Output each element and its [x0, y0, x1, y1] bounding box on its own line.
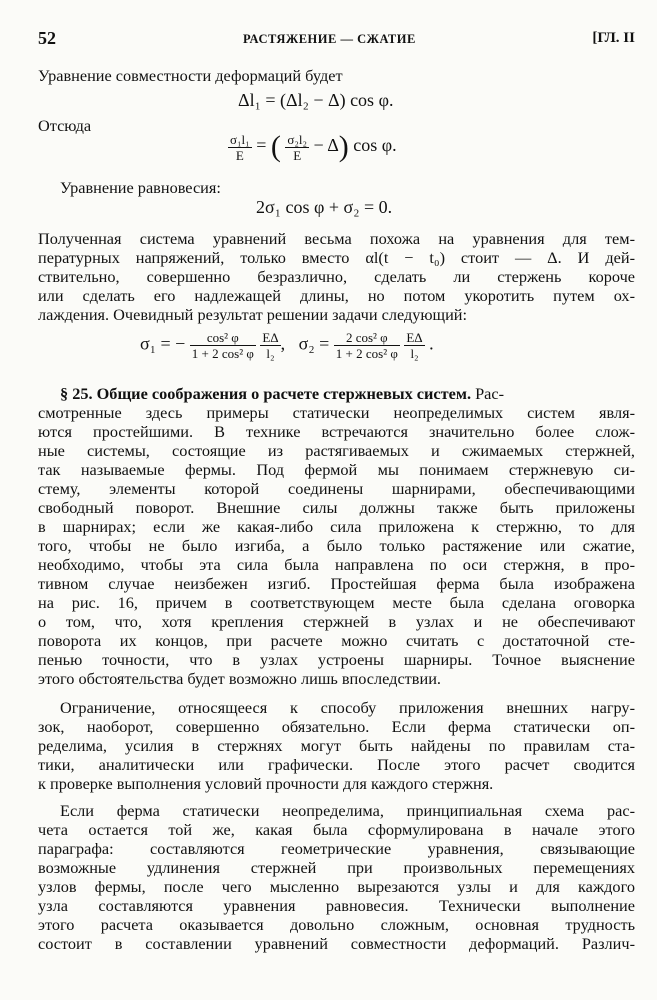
section-line-7: в шарнирах; если же какая-либо сила приложена к стержню, то для: [38, 517, 635, 536]
para1-line-4: или сделать его надлежащей длины, но потом укоротить путем ох-: [38, 286, 635, 305]
para4-line-7: этого расчета оказывается довольно сложным, основная трудность: [38, 915, 635, 934]
para4-line-6: узла составляются уравнения равновесия. Технически выполнение: [38, 896, 635, 915]
para3-line-2: зок, наоборот, совершенно обязательно. Если ферма статически оп-: [38, 717, 635, 736]
section-line-4: так называемые фермы. Под фермой мы понимаем стержневую си-: [38, 460, 635, 479]
para4-line-2: чета остается той же, какая была сформулирована в начале этого: [38, 820, 635, 839]
para3-line-3: ределима, усилия в стержнях могут быть найдены по правилам ста-: [38, 736, 635, 755]
fraction-lhs: $\frac{\text{σ₁l₁}}{E}$: [230, 131, 250, 163]
running-head: РАСТЯЖЕНИЕ — СЖАТИЕ: [243, 32, 416, 46]
section-title: § 25. Общие соображения о расчете стержневых систем.: [60, 384, 472, 403]
section-line-11: на рис. 16, причем в соответствующем месте была сделана оговорка: [38, 593, 635, 612]
section-line-9: необходимо, чтобы эта сила была направлена по оси стержня, в про-: [38, 555, 635, 574]
section-line-15: этого обстоятельства будет возможно лишь впоследствии.: [38, 669, 441, 688]
section-line-8: того, чтобы не было изгиба, а было только растяжение или сжатие,: [38, 536, 635, 555]
para3-line-5: к проверке выполнения условий прочности для каждого стержня.: [38, 774, 494, 793]
equation-equilibrium: 2σ₁ cos φ + σ₂ = 0.: [256, 197, 393, 217]
section-line-12: о том, что, хотя крепления стержней в узлах и не обеспечивают: [38, 612, 635, 631]
compatibility-intro: Уравнение совместности деформаций будет: [38, 66, 343, 85]
equation-compatibility: Δl₁ = (Δl₂ − Δ) cos φ.: [238, 90, 394, 110]
section-line-1: смотренные здесь примеры статически неопределимых систем явля-: [38, 403, 635, 422]
para3-line-4: тики, аналитически или графически. После этого расчет сводится: [38, 755, 635, 774]
para1-line-5: лаждения. Очевидный результат решении задачи следующий:: [38, 305, 468, 324]
page-header: [38, 28, 635, 52]
section-line-2: ются простейшими. В технике встречаются значительно более слож-: [38, 422, 635, 441]
para1-line-2: пературных напряжений, только вместо αl(t − t₀) стоит — Δ. И дей-: [38, 248, 635, 267]
equation-result: σ₁ = − $\frac{\text{cos² φ}}{\text{1 + 2 cos² φ}}$ $\frac{E\Delta}{\text{l₂}}$ , σ₂ = $\frac{\text{2 cos² φ}}{\text{1 + 2 cos² φ}}$ $\frac{E\Delta}{\text{l₂}}$ .: [140, 330, 434, 361]
section-line-5: стему, элементы которой соединены шарнирами, обеспечивающими: [38, 479, 635, 498]
para4-line-1: Если ферма статически неопределима, принципиальная схема рас-: [60, 801, 635, 820]
para1-line-1: Полученная система уравнений весьма похожа на уравнения для тем-: [38, 229, 635, 248]
para4-line-4: возможные удлинения стержней при произвольных перемещениях: [38, 858, 635, 877]
section-line-0: Рас-: [475, 384, 505, 403]
equation-stress-compatibility: $\frac{\text{σ₁l₁}}{E}$ = ( $\frac{\text{σ₂l₂}}{E}$ − Δ) cos φ.: [230, 130, 397, 163]
section-line-10: тивном случае неизбежен изгиб. Простейшая ферма была изображена: [38, 574, 635, 593]
section-line-14: пенью точности, что в узлах устроены шарниры. Точное выяснение: [38, 650, 635, 669]
section-line-13: поворота их концов, при расчете можно считать с достаточной сте-: [38, 631, 635, 650]
section-line-6: свободный поворот. Внешние силы должны также быть приложены: [38, 498, 635, 517]
page-number: 52: [38, 28, 56, 48]
para4-line-3: параграфа: составляются геометрические уравнения, связывающие: [38, 839, 635, 858]
para3-line-1: Ограничение, относящееся к способу приложения внешних нагру-: [60, 698, 635, 717]
section-heading-line: [60, 384, 635, 403]
section-line-3: ные системы, состоящие из растягиваемых и сжимаемых стержней,: [38, 441, 635, 460]
fraction-rhs: $\frac{\text{σ₂l₂}}{E}$: [287, 131, 308, 163]
para1-line-3: ствительно, совершенно безразлично, сделать ли стержень короче: [38, 267, 635, 286]
otsyuda-label: Отсюда: [38, 116, 92, 135]
para4-line-8: состоит в составлении уравнений совместности деформаций. Различ-: [38, 934, 635, 953]
chapter-label: [ГЛ. II: [592, 30, 635, 46]
para4-line-5: узлов фермы, после чего мысленно вырезаются узлы и для каждого: [38, 877, 635, 896]
equilibrium-label: Уравнение равновесия:: [60, 178, 221, 197]
